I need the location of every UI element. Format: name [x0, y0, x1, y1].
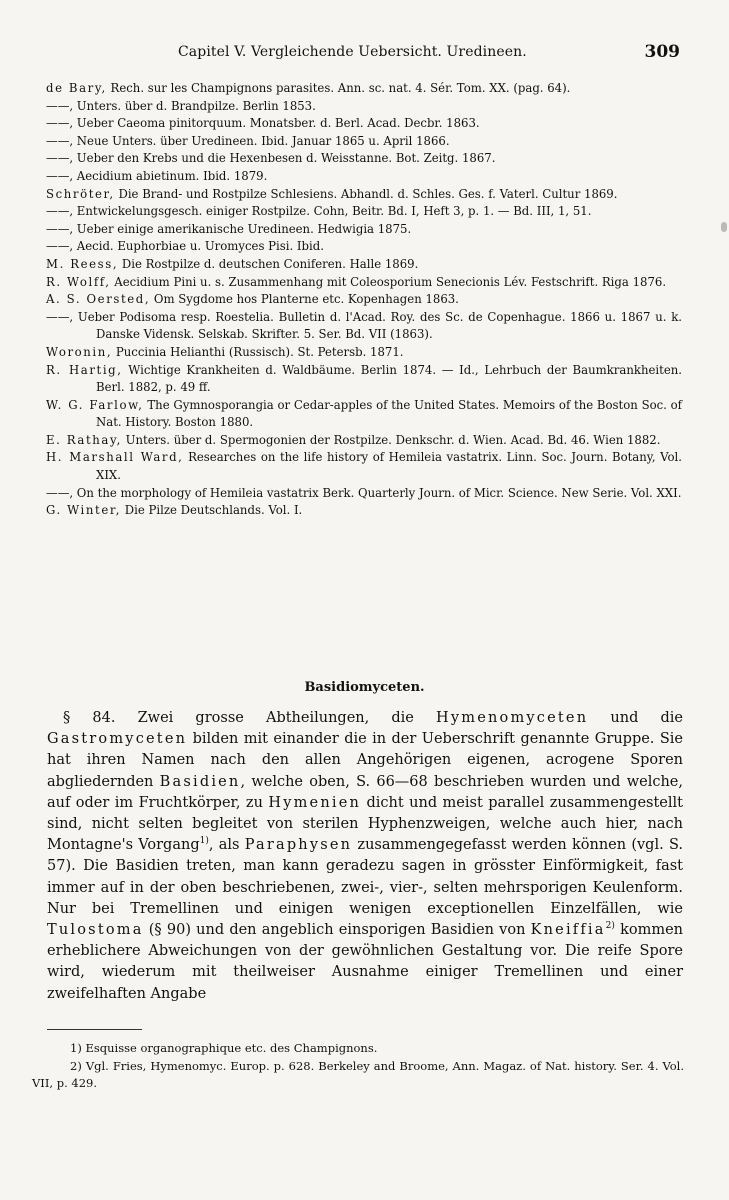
- section-heading: Basidiomyceten.: [304, 680, 425, 695]
- term-hymenien: Hymenien: [268, 794, 362, 811]
- bibliography-author: ——,: [46, 133, 74, 148]
- bibliography-entry: [46, 203, 682, 221]
- term-paraphysen: Paraphysen: [244, 837, 353, 854]
- bibliography-text: Die Rostpilze d. deutschen Coniferen. Halle 1869.: [118, 256, 419, 271]
- bibliography-author: ——,: [46, 98, 74, 113]
- chapter-title: Capitel V. Vergleichende Uebersicht. Uredineen.: [178, 44, 527, 60]
- bibliography-author: de Bary,: [46, 81, 107, 95]
- bibliography-entry: [46, 485, 682, 503]
- bibliography-entry: [46, 274, 682, 292]
- term-basidien: Basidien: [159, 773, 241, 790]
- bibliography-author: R. Wolff,: [46, 274, 111, 289]
- bibliography-entry: [46, 98, 682, 116]
- bibliography-text: Neue Unters. über Uredineen. Ibid. Januar 1865 u. April 1866.: [73, 133, 450, 148]
- bibliography-entry: [46, 150, 682, 168]
- bibliography-author: Schröter,: [46, 186, 115, 201]
- bibliography-text: Researches on the life history of Hemileia vastatrix. Linn. Soc. Journ. Botany, Vol. XIX.: [96, 450, 682, 483]
- bibliography-author: A. S. Oersted,: [46, 292, 151, 307]
- footnotes: [32, 1040, 684, 1093]
- bibliography-entry: [46, 291, 682, 309]
- bibliography-entry: [46, 397, 682, 432]
- bibliography-text: Ueber einige amerikanische Uredineen. Hedwigia 1875.: [73, 221, 412, 236]
- bibliography-entry: [46, 186, 682, 204]
- term-gastromyceten: Gastromyceten: [47, 731, 188, 748]
- term-hymenomyceten: Hymenomyceten: [436, 710, 589, 726]
- bibliography-entry: [46, 238, 682, 256]
- bibliography-author: ——,: [46, 221, 74, 236]
- bibliography: [46, 80, 682, 520]
- bibliography-text: Entwickelungsgesch. einiger Rostpilze. Cohn, Beitr. Bd. I, Heft 3, p. 1. — Bd. III, 1, 51.: [73, 204, 592, 219]
- bibliography-author: G. Winter,: [46, 503, 122, 518]
- bibliography-author: ——,: [46, 168, 74, 183]
- term-tulostoma: Tulostoma: [47, 922, 144, 939]
- footnote-1: 1) Esquisse organographique etc. des Champignons.: [70, 1041, 378, 1055]
- footnote-divider: [47, 1029, 142, 1030]
- scan-speck: [721, 222, 727, 232]
- term-kneiffia: Kneiffia: [530, 922, 606, 939]
- footnote-2: 2) Vgl. Fries, Hymenomyc. Europ. p. 628. Berkeley and Broome, Ann. Magaz. of Nat. history. Ser. 4. Vol. VII, p. 429.: [32, 1058, 684, 1090]
- bibliography-text: Aecid. Euphorbiae u. Uromyces Pisi. Ibid.: [73, 239, 324, 254]
- bibliography-text: Ueber Podisoma resp. Roestelia. Bulletin d. l'Acad. Roy. des Sc. de Copenhague. 1866 u. 1867 u. k. Danske Vidensk. Selskab. Skrifter. 5. Ser. Bd. VII (1863).: [73, 309, 682, 342]
- bibliography-text: Ueber den Krebs und die Hexenbesen d. Weisstanne. Bot. Zeitg. 1867.: [73, 151, 496, 166]
- body-text: [47, 708, 683, 1005]
- bibliography-text: Aecidium Pini u. s. Zusammenhang mit Coleosporium Senecionis Lév. Festschrift. Riga 1876.: [110, 274, 667, 289]
- running-header: [46, 44, 686, 72]
- bibliography-author: M. Reess,: [46, 256, 119, 271]
- paragraph-84: § 84. Zwei grosse Abtheilungen, die Hymenomyceten und die Gastromyceten bilden mit einander die in der Ueberschrift genannte Gruppe. Sie hat ihren Namen nach den allen Angehörigen eigenen, acrogene Sporen abgliedernden Basidien, welche oben, S. 66—68 beschrieben wurden und welche, auf oder im Fruchtkörper, zu Hymenien dicht und meist parallel zusammengestellt sind, nicht selten begleitet von sterilen Hyphenzweigen, welche auch hier, nach Montagne's Vorgang$^{1)}$, als Paraphysen zusammengegefasst werden können (vgl. S. 57). Die Basidien treten, man kann geradezu sagen in grösster Einförmigkeit, fast immer auf in der oben beschriebenen, zwei-, vier-, selten mehrsporigen Keulenform. Nur bei Tremellinen und einigen wenigen exceptionellen Einzelfällen, wie Tulostoma (§ 90) und den angeblich einsporigen Basidien von Kneiffia$^{2)}$ kommen erheblichere Abweichungen von der gewöhnlichen Gestaltung vor. Die reife Spore wird, wiederum mit theilweiser Ausnahme einiger Tremellinen und einer zweifelhaften Angabe: [47, 710, 684, 1002]
- bibliography-author: H. Marshall Ward,: [46, 450, 184, 465]
- bibliography-entry: [46, 309, 682, 344]
- bibliography-text: Ueber Caeoma pinitorquum. Monatsber. d. Berl. Acad. Decbr. 1863.: [73, 116, 480, 131]
- bibliography-author: ——,: [46, 204, 74, 219]
- bibliography-author: ——,: [46, 116, 74, 131]
- bibliography-author: ——,: [46, 309, 74, 324]
- bibliography-author: Woronin,: [46, 344, 113, 359]
- bibliography-author: W. G. Farlow,: [46, 397, 144, 412]
- bibliography-entry: [46, 449, 682, 484]
- bibliography-text: Die Pilze Deutschlands. Vol. I.: [121, 503, 303, 518]
- bibliography-text: Unters. über d. Spermogonien der Rostpilze. Denkschr. d. Wien. Acad. Bd. 46. Wien 1882.: [121, 432, 661, 447]
- bibliography-entry: [46, 502, 682, 520]
- bibliography-text: Aecidium abietinum. Ibid. 1879.: [73, 168, 268, 183]
- bibliography-text: The Gymnosporangia or Cedar-apples of the United States. Memoirs of the Boston Soc. of Nat. History. Boston 1880.: [96, 397, 683, 430]
- footnote-ref-1[interactable]: 1): [199, 836, 209, 847]
- bibliography-text: On the morphology of Hemileia vastatrix Berk. Quarterly Journ. of Micr. Science. New Serie. Vol. XXI.: [73, 485, 682, 500]
- bibliography-author: R. Hartig,: [46, 362, 123, 377]
- footnote-ref-2[interactable]: 2): [605, 921, 615, 932]
- bibliography-entry: [46, 115, 682, 133]
- bibliography-author: ——,: [46, 151, 74, 166]
- bibliography-author: ——,: [46, 239, 74, 254]
- bibliography-text: Puccinia Helianthi (Russisch). St. Petersb. 1871.: [112, 344, 404, 359]
- bibliography-entry: [46, 344, 682, 362]
- bibliography-text: Die Brand- und Rostpilze Schlesiens. Abhandl. d. Schles. Ges. f. Vaterl. Cultur 1869.: [114, 186, 618, 201]
- bibliography-text: Rech. sur les Champignons parasites. Ann. sc. nat. 4. Sér. Tom. XX. (pag. 64).: [106, 81, 571, 95]
- bibliography-text: Wichtige Krankheiten d. Waldbäume. Berlin 1874. — Id., Lehrbuch der Baumkrankheiten. Berl. 1882, p. 49 ff.: [96, 362, 683, 395]
- bibliography-author: ——,: [46, 485, 74, 500]
- bibliography-entry: [46, 133, 682, 151]
- bibliography-entry: [46, 432, 682, 450]
- bibliography-text: Unters. über d. Brandpilze. Berlin 1853.: [73, 98, 316, 113]
- bibliography-text: Om Sygdome hos Planterne etc. Kopenhagen 1863.: [150, 292, 459, 307]
- page-number: 309: [644, 42, 680, 62]
- bibliography-entry: [46, 168, 682, 186]
- bibliography-entry: [46, 80, 682, 98]
- bibliography-entry: [46, 221, 682, 239]
- bibliography-entry: [46, 362, 682, 397]
- bibliography-author: E. Rathay,: [46, 432, 122, 447]
- bibliography-entry: [46, 256, 682, 274]
